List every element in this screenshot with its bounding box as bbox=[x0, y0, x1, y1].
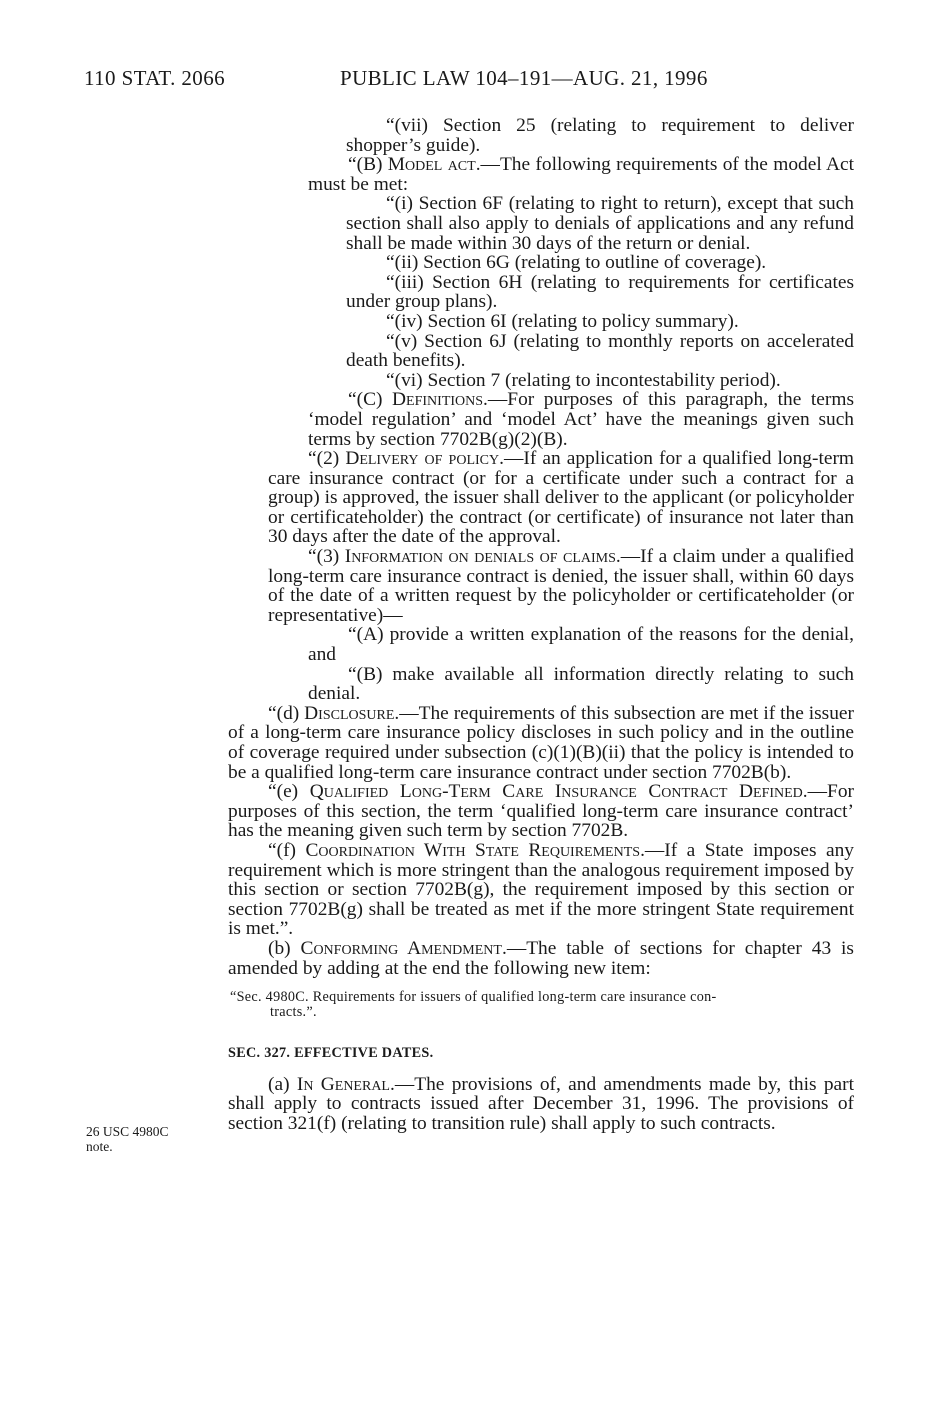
margin-note-label: note. bbox=[86, 1139, 113, 1154]
paragraph-number: “(e) bbox=[268, 781, 310, 803]
paragraph-text: .—The requirements of this subsection are met if the issuer of a long-term care insurance policy discloses in such policy and in the outline of coverage required under subsection (c)(1)(B)(ii) that the policy is intended to be a qualified long-term care insurance contract under section 7702B(b). bbox=[228, 702, 854, 783]
paragraph-text: .—For purposes of this paragraph, the terms ‘model regulation’ and ‘model Act’ have the meanings given such terms by section 7702B(g)(2)(B). bbox=[308, 389, 854, 450]
paragraph-heading: Qualified Long-Term Care Insurance Contract Defined bbox=[309, 781, 803, 803]
paragraph: “(A) provide a written explanation of the reasons for the denial, and bbox=[308, 624, 854, 666]
paragraph bbox=[228, 704, 854, 782]
paragraph-text: .—If a claim under a qualified long-term care insurance contract is denied, the issuer shall, within 60 days of the date of a written request by the policyholder or certificateholder (or representative)— bbox=[268, 546, 854, 626]
paragraph bbox=[228, 390, 854, 449]
margin-note bbox=[86, 1124, 206, 1154]
paragraph-text: .—For purposes of this section, the term ‘qualified long-term care insurance contract’ has the meaning given such term by section 7702B. bbox=[228, 781, 854, 842]
paragraph: “(vi) Section 7 (relating to incontestability period). bbox=[386, 369, 781, 391]
paragraph-text: .—The following requirements of the model Act must be met: bbox=[308, 154, 854, 195]
table-item-line: “Sec. 4980C. Requirements for issuers of qualified long-term care insurance con- bbox=[230, 989, 717, 1006]
paragraph: “(v) Section 6J (relating to monthly reports on accelerated death benefits). bbox=[346, 330, 854, 372]
paragraph-text: .—The provisions of, and amendments made by, this part shall apply to contracts issued after December 31, 1996. The provisions of section 321(f) (relating to transition rule) shall apply to such contracts. bbox=[228, 1073, 854, 1134]
paragraph-number: (b) bbox=[268, 937, 301, 959]
paragraph-number: “(f) bbox=[268, 839, 306, 861]
paragraph: “(i) Section 6F (relating to right to return), except that such section shall also apply to denials of applications and any refund shall be made within 30 days of the return or denial. bbox=[346, 193, 854, 254]
table-of-sections-item bbox=[228, 990, 854, 1020]
paragraph-heading: Model act bbox=[387, 154, 476, 176]
paragraph bbox=[228, 155, 854, 194]
paragraph bbox=[228, 547, 854, 625]
margin-note-citation: 26 USC 4980C bbox=[86, 1124, 169, 1139]
section-heading: SEC. 327. EFFECTIVE DATES. bbox=[228, 1045, 434, 1062]
document-body bbox=[228, 116, 854, 1134]
paragraph-number: “(B) bbox=[348, 154, 388, 176]
table-item-line: tracts.”. bbox=[270, 1004, 317, 1021]
paragraph bbox=[228, 449, 854, 547]
paragraph-heading: Coordination With State Requirements bbox=[305, 839, 641, 861]
paragraph-heading: Conforming Amendment bbox=[300, 937, 502, 959]
paragraph bbox=[228, 782, 854, 841]
paragraph-text: .—If a State imposes any requirement which is more stringent than the analogous requirement imposed by this section or section 7702B(g), the requirement imposed by this section or section 7702B(g) shall be treated as met if the more stringent State requirement is met.”. bbox=[228, 839, 854, 940]
running-header: PUBLIC LAW 104–191—AUG. 21, 1996 bbox=[340, 66, 708, 90]
paragraph: “(B) make available all information directly relating to such denial. bbox=[308, 663, 854, 705]
page-citation: 110 STAT. 2066 bbox=[84, 66, 226, 90]
paragraph bbox=[228, 939, 854, 978]
paragraph bbox=[228, 1075, 854, 1134]
paragraph: “(vii) Section 25 (relating to requirement to deliver shopper’s guide). bbox=[346, 115, 854, 156]
paragraph-number: “(C) bbox=[348, 389, 393, 411]
paragraph-number: “(d) bbox=[268, 702, 305, 724]
paragraph: “(ii) Section 6G (relating to outline of coverage). bbox=[386, 252, 767, 274]
paragraph-heading: Information on denials of claims bbox=[344, 546, 616, 568]
paragraph-text: .—If an application for a qualified long-term care insurance contract (or for a certificate under such a contract for a group) is approved, the issuer shall deliver to the applicant (or policyholder or certificateholder) the contract (or certificate) of insurance not later than 30 days after the date of the approval. bbox=[268, 448, 854, 548]
paragraph-heading: In General bbox=[296, 1073, 390, 1095]
paragraph-heading: Disclosure bbox=[304, 702, 395, 724]
paragraph-heading: Definitions bbox=[392, 389, 484, 411]
paragraph-number: “(2) bbox=[308, 448, 346, 470]
paragraph-text: .—The table of sections for chapter 43 is amended by adding at the end the following new item: bbox=[228, 937, 854, 979]
paragraph-number: “(3) bbox=[308, 546, 345, 568]
paragraph: “(iii) Section 6H (relating to requirements for certificates under group plans). bbox=[346, 271, 854, 313]
paragraph: “(iv) Section 6I (relating to policy summary). bbox=[386, 310, 739, 332]
paragraph bbox=[228, 841, 854, 939]
paragraph-number: (a) bbox=[268, 1073, 297, 1095]
paragraph-heading: Delivery of policy bbox=[345, 448, 500, 470]
